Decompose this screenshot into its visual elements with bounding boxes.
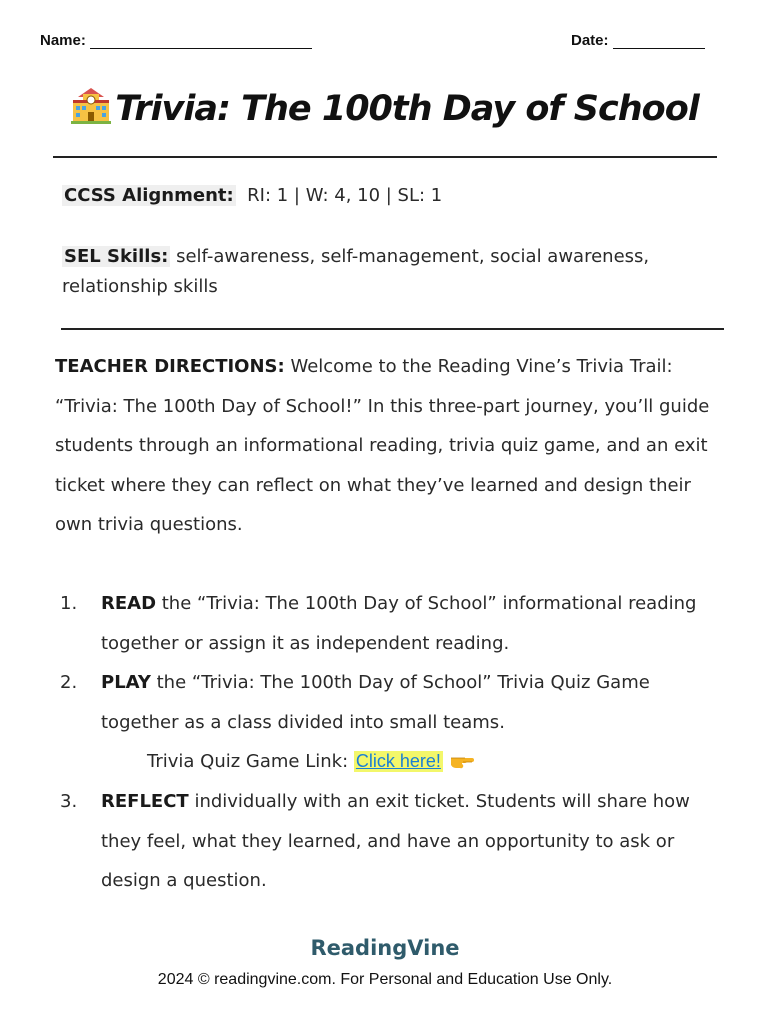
- divider-top: [53, 156, 717, 158]
- ccss-label: CCSS Alignment:: [64, 185, 234, 206]
- step-number: 3.: [60, 791, 78, 812]
- quiz-link-line: [147, 742, 475, 782]
- readingvine-logo: ReadingVine: [310, 936, 460, 960]
- step-verb: REFLECT: [101, 791, 189, 812]
- step-text: the “Trivia: The 100th Day of School” Trivia Quiz Game together as a class divided into small teams.: [101, 672, 650, 733]
- step-text: the “Trivia: The 100th Day of School” informational reading together or assign it as independent reading.: [101, 593, 697, 654]
- list-item: [60, 782, 710, 901]
- date-blank-line[interactable]: [613, 34, 705, 49]
- step-number: 2.: [60, 672, 78, 693]
- date-field: [571, 32, 705, 49]
- step-number: 1.: [60, 593, 78, 614]
- step-verb: READ: [101, 593, 157, 614]
- pointing-hand-icon: [449, 750, 475, 770]
- title-text: Trivia: The 100th Day of School: [115, 89, 699, 129]
- list-item: [60, 584, 710, 663]
- date-label: Date:: [571, 32, 609, 49]
- quiz-link-label: Trivia Quiz Game Link:: [147, 751, 349, 772]
- footer-copyright: 2024 © readingvine.com. For Personal and Education Use Only.: [157, 971, 613, 988]
- name-blank-line[interactable]: [90, 34, 312, 49]
- divider-middle: [61, 328, 724, 330]
- name-field: [40, 32, 312, 49]
- step-verb: PLAY: [101, 672, 151, 693]
- sel-skills: [62, 242, 712, 302]
- sel-label: SEL Skills:: [64, 246, 169, 267]
- step-text: individually with an exit ticket. Students will share how they feel, what they learned, and have an opportunity to ask or design a question.: [101, 791, 690, 892]
- sel-value: self-awareness, self-management, social awareness, relationship skills: [62, 246, 650, 297]
- ccss-value: RI: 1 | W: 4, 10 | SL: 1: [247, 185, 443, 206]
- teacher-directions: [55, 347, 720, 545]
- page-title: [0, 86, 770, 129]
- directions-label: TEACHER DIRECTIONS:: [55, 356, 285, 377]
- list-item: [60, 663, 710, 742]
- directions-text: Welcome to the Reading Vine’s Trivia Trail: “Trivia: The 100th Day of School!” In this three-part journey, you’ll guide students through an informational reading, trivia quiz game, and an exit ticket where they can reflect on what they’ve learned and design their own trivia questions.: [55, 356, 710, 536]
- name-label: Name:: [40, 32, 86, 49]
- ccss-alignment: [62, 181, 712, 211]
- click-here-link[interactable]: Click here!: [355, 751, 441, 771]
- school-icon: [71, 86, 111, 126]
